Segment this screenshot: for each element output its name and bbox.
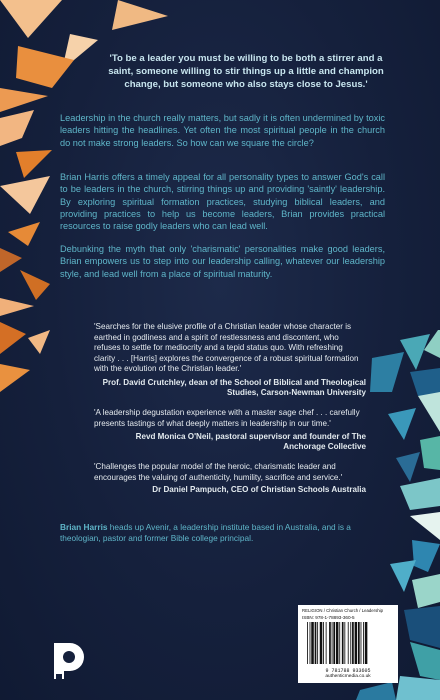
barcode-bar <box>332 622 333 664</box>
description-paragraph: Debunking the myth that only 'charismatic' personalities make good leaders, Brian empowers us to step into our leadership calling, whatever our leadership style, and lead well from a place of spiritual maturity. <box>60 244 385 279</box>
barcode-bar <box>344 622 345 664</box>
endorsement-attribution: Prof. David Crutchley, dean of the School of Biblical and Theological Studies, Carson-Newman University <box>102 378 366 398</box>
authentic-media-logo-icon <box>50 641 86 681</box>
teal-shard <box>400 334 430 370</box>
teal-shard <box>400 478 440 510</box>
teal-shard <box>424 330 440 358</box>
barcode-bar <box>323 622 324 664</box>
orange-shard <box>28 330 50 354</box>
barcode-bar <box>348 622 349 664</box>
barcode-bar <box>363 622 364 664</box>
barcode-bar <box>333 622 335 664</box>
barcode <box>303 622 393 674</box>
teal-shard <box>370 352 404 392</box>
orange-shard <box>0 176 50 214</box>
barcode-bar <box>342 622 344 664</box>
teal-shard <box>396 676 440 700</box>
isbn-text: ISBN: 978-1-78893-360-5 <box>302 615 355 620</box>
publisher-website: authenticmedia.co.uk <box>325 674 371 679</box>
teal-shard <box>388 408 416 440</box>
barcode-bar <box>326 622 327 664</box>
barcode-label <box>298 605 398 683</box>
barcode-bar <box>358 622 360 664</box>
author-bio-text: heads up Avenir, a leadership institute based in Australia, and is a theologian, pastor and former Bible college principal. <box>60 522 351 544</box>
description-paragraph: Leadership in the church really matters, but sadly it is often undermined by toxic leaders hitting the headlines. Yet often the most spiritual people in the church do not make strong leaders. So how can we square the circle? <box>60 113 385 148</box>
teal-shard <box>410 642 440 680</box>
teal-shard <box>412 574 440 608</box>
book-category: RELIGION / Christian Church / Leadership <box>302 608 383 613</box>
barcode-bar <box>311 622 314 664</box>
teal-shard <box>420 436 440 470</box>
barcode-number: 9 781788 933605 <box>325 668 371 674</box>
barcode-bar <box>361 622 362 664</box>
orange-shard <box>112 0 168 30</box>
teal-shard <box>356 682 396 700</box>
teal-shard <box>410 512 440 540</box>
barcode-bar <box>336 622 339 664</box>
barcode-bar <box>350 622 351 664</box>
orange-shard <box>0 322 26 354</box>
barcode-bar <box>317 622 318 664</box>
endorsement-attribution: Dr Daniel Pampuch, CEO of Christian Schools Australia <box>152 485 366 494</box>
barcode-bar <box>339 622 340 664</box>
description-paragraph: Brian Harris offers a timely appeal for all personality types to answer God's call to be leaders in the church, stirring things up and providing 'saintly' leadership. By exploring spiritual formation practices, studying biblical leaders, and providing practices to help us become leaders, Brian provides practical resources to raise godly leaders who can lead well. <box>60 172 385 232</box>
orange-shard <box>0 248 22 272</box>
teal-shard <box>404 606 440 648</box>
teal-shard <box>390 560 416 592</box>
barcode-bar <box>355 622 358 664</box>
orange-shard <box>0 364 30 392</box>
tagline-quote: 'To be a leader you must be willing to be both a stirrer and a saint, someone willing to stir things up a little and champion change, but someone who also stays close to Jesus.' <box>108 53 384 90</box>
barcode-bar <box>310 622 311 664</box>
teal-shard <box>418 392 440 432</box>
endorsement-quote: 'Searches for the elusive profile of a Christian leader whose character is earthed in godliness and a spirit of restlessness and discontent, who refuses to settle for mediocrity and a tepid status quo. With refreshing clarity . . . [Harris] explores the convergence of a robust spiritual formation with the evolution of the Christian leader.' <box>94 322 359 374</box>
barcode-bar <box>320 622 323 664</box>
endorsement-attribution: Revd Monica O'Neil, pastoral supervisor and founder of The Anchorage Collective <box>135 432 366 452</box>
orange-shard <box>20 270 50 300</box>
teal-shard <box>412 540 440 572</box>
endorsement-quote: 'A leadership degustation experience with a master sage chef . . . carefully presents tastings of what deeply matters in leadership in our time.' <box>94 408 360 428</box>
barcode-bar <box>352 622 354 664</box>
barcode-bar <box>307 622 308 664</box>
orange-shard <box>16 150 52 178</box>
author-bio <box>60 522 386 545</box>
orange-shard <box>0 110 34 146</box>
orange-shard <box>16 46 74 88</box>
teal-shard <box>396 452 420 482</box>
barcode-bar <box>329 622 331 664</box>
author-name: Brian Harris <box>60 522 108 532</box>
orange-shard <box>0 298 34 316</box>
orange-shard <box>0 0 62 38</box>
orange-shard <box>8 222 40 246</box>
barcode-bar <box>365 622 368 664</box>
endorsement-quote: 'Challenges the popular model of the heroic, charismatic leader and encourages the valuing of authenticity, humility, sacrifice and service.' <box>94 462 343 482</box>
orange-shard <box>0 88 48 112</box>
barcode-bars <box>307 622 367 664</box>
barcode-bar <box>315 622 317 664</box>
